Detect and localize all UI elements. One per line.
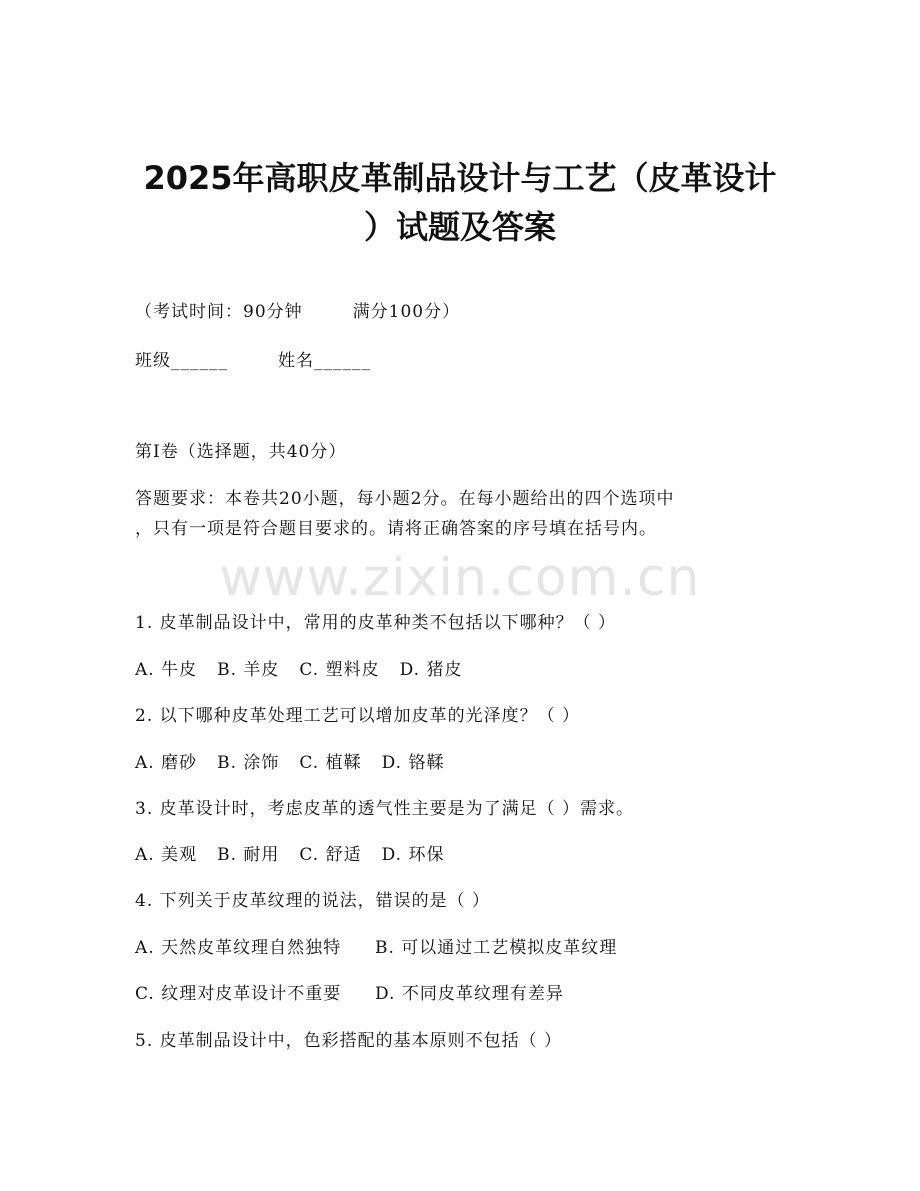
option-a: A. 天然皮革纹理自然独特 — [135, 938, 342, 958]
question-options — [135, 751, 795, 775]
option-c: C. 纹理对皮革设计不重要 — [135, 984, 342, 1004]
question-stem: 2. 以下哪种皮革处理工艺可以增加皮革的光泽度？（ ） — [135, 706, 581, 726]
option-b: B. 可以通过工艺模拟皮革纹理 — [375, 938, 618, 958]
option-d: D. 猪皮 — [399, 660, 463, 680]
exam-time: （考试时间：90分钟 — [135, 302, 303, 322]
class-label: 班级______ — [135, 351, 228, 371]
option-b: B. 涂饰 — [217, 753, 280, 773]
option-c: C. 植鞣 — [299, 753, 362, 773]
question-options — [135, 658, 795, 682]
section-instructions-continued: ，只有一项是符合题目要求的。请将正确答案的序号填在括号内。 — [135, 519, 657, 539]
option-a: A. 美观 — [135, 845, 198, 865]
exam-info — [135, 300, 795, 324]
option-c: C. 塑料皮 — [299, 660, 380, 680]
option-b: B. 耐用 — [217, 845, 280, 865]
page-title-continued: ）试题及答案 — [363, 208, 556, 246]
option-d: D. 不同皮革纹理有差异 — [375, 984, 564, 1004]
section-instructions: 答题要求：本卷共20小题，每小题2分。在每小题给出的四个选项中 — [135, 489, 675, 509]
option-b: B. 羊皮 — [217, 660, 280, 680]
option-a: A. 牛皮 — [135, 660, 198, 680]
question-options — [135, 936, 795, 960]
section-heading: 第I卷（选择题，共40分） — [135, 442, 347, 462]
page-title: 2025年高职皮革制品设计与工艺（皮革设计 — [143, 159, 777, 197]
name-label: 姓名______ — [278, 351, 371, 371]
question-options — [135, 982, 795, 1006]
exam-score: 满分100分） — [352, 302, 461, 322]
question-stem: 4. 下列关于皮革纹理的说法，错误的是（ ） — [135, 891, 491, 911]
question-stem: 1. 皮革制品设计中，常用的皮革种类不包括以下哪种？（ ） — [135, 613, 617, 633]
question-stem: 3. 皮革设计时，考虑皮革的透气性主要是为了满足（ ）需求。 — [135, 799, 635, 819]
option-d: D. 铬鞣 — [381, 753, 445, 773]
option-d: D. 环保 — [381, 845, 445, 865]
student-info — [135, 349, 795, 373]
question-options — [135, 843, 795, 867]
option-c: C. 舒适 — [299, 845, 362, 865]
question-stem: 5. 皮革制品设计中，色彩搭配的基本原则不包括（ ） — [135, 1031, 563, 1051]
option-a: A. 磨砂 — [135, 753, 198, 773]
watermark: www.zixin.com.cn — [219, 548, 701, 608]
